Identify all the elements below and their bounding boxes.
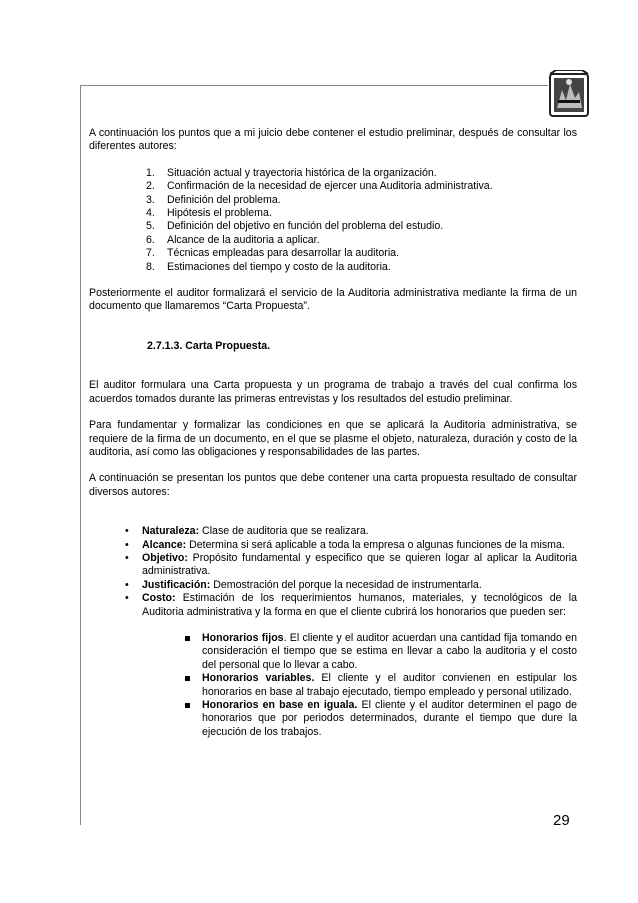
list-item-number: 4. bbox=[146, 207, 155, 220]
list-item-number: 5. bbox=[146, 220, 155, 233]
preliminary-study-list bbox=[89, 167, 577, 274]
list-item-text: Alcance de la auditoria a aplicar. bbox=[167, 233, 320, 246]
list-item-number: 1. bbox=[146, 166, 155, 179]
bullet-item bbox=[89, 579, 577, 592]
list-item-number: 2. bbox=[146, 180, 155, 193]
list-item-number: 6. bbox=[146, 233, 155, 246]
paragraph-puntos: A continuación se presentan los puntos que debe contener una carta propuesta resultado de consultar diversos autores: bbox=[89, 472, 577, 498]
intro-paragraph: A continuación los puntos que a mi juicio debe contener el estudio preliminar, después de consultar los diferentes autores: bbox=[89, 127, 577, 153]
square-bullet-icon bbox=[185, 636, 190, 641]
bullet-item bbox=[89, 592, 577, 619]
fee-item bbox=[89, 699, 577, 739]
bullet-text: Estimación de los requerimientos humanos, materiales, y tecnológicos de la Auditoria administrativa y la forma en que el cliente cubrirá los honorarios que pueden ser: bbox=[142, 592, 577, 618]
paragraph-carta: Posteriormente el auditor formalizará el servicio de la Auditoria administrativa mediante la firma de un documento que llamaremos “Carta Propuesta”. bbox=[89, 287, 577, 313]
bullet-item bbox=[89, 552, 577, 579]
list-item-text: Hipótesis el problema. bbox=[167, 207, 272, 220]
page-frame-left bbox=[80, 85, 81, 825]
list-item-number: 7. bbox=[146, 247, 155, 260]
fee-text: . El cliente y el auditor acuerdan una cantidad fija tomando en consideración el tiempo que se estima en llevar a cabo la auditoria y el costo del personal que lo llevar a cabo. bbox=[202, 631, 577, 671]
list-item bbox=[89, 261, 577, 274]
bullet-label: Costo: bbox=[142, 592, 176, 605]
square-bullet-icon bbox=[185, 703, 190, 708]
bullet-icon: • bbox=[125, 578, 129, 591]
bullet-text: Propósito fundamental y especifico que se quieren logar al aplicar la Auditoria administrativa. bbox=[142, 551, 577, 578]
bullet-label: Naturaleza: bbox=[142, 525, 200, 538]
bullet-text: Demostración del porque la necesidad de instrumentarla. bbox=[210, 578, 482, 591]
paragraph-formula: El auditor formulara una Carta propuesta y un programa de trabajo a través del cual confirma los acuerdos tomados durante las primeras entrevistas y los resultados del estudio preliminar. bbox=[89, 379, 577, 405]
list-item bbox=[89, 247, 577, 260]
fee-item bbox=[89, 672, 577, 699]
bullet-label: Objetivo: bbox=[142, 551, 188, 564]
bullet-icon: • bbox=[125, 538, 129, 551]
list-item bbox=[89, 220, 577, 233]
bullet-item bbox=[89, 539, 577, 552]
list-item bbox=[89, 234, 577, 247]
page-number: 29 bbox=[553, 812, 570, 829]
list-item bbox=[89, 194, 577, 207]
fee-label: Honorarios en base en iguala. bbox=[202, 699, 358, 711]
fee-text: El cliente y el auditor convienen en estipular los honorarios en base al trabajo ejecutado, tiempo empleado y personal utilizado. bbox=[202, 672, 577, 698]
list-item bbox=[89, 167, 577, 180]
list-item bbox=[89, 180, 577, 193]
bullet-icon: • bbox=[125, 525, 129, 538]
section-heading: 2.7.1.3. Carta Propuesta. bbox=[147, 339, 271, 352]
fee-label: Honorarios fijos bbox=[202, 631, 284, 644]
carta-points-list bbox=[89, 525, 577, 619]
fees-list bbox=[89, 632, 577, 739]
institution-seal-icon bbox=[548, 70, 590, 118]
bullet-icon: • bbox=[125, 592, 129, 605]
list-item-number: 3. bbox=[146, 193, 155, 206]
list-item-text: Situación actual y trayectoria histórica de la organización. bbox=[167, 166, 437, 179]
list-item-number: 8. bbox=[146, 260, 155, 273]
fee-label: Honorarios variables. bbox=[202, 672, 315, 685]
bullet-text: Determina si será aplicable a toda la empresa o algunas funciones de la misma. bbox=[186, 538, 565, 551]
list-item-text: Confirmación de la necesidad de ejercer una Auditoria administrativa. bbox=[167, 180, 493, 193]
document-body bbox=[89, 127, 577, 739]
bullet-text: Clase de auditoria que se realizara. bbox=[199, 525, 369, 538]
list-item-text: Definición del problema. bbox=[167, 193, 281, 206]
bullet-label: Justificación: bbox=[142, 578, 211, 591]
fee-item bbox=[89, 632, 577, 672]
list-item-text: Estimaciones del tiempo y costo de la auditoria. bbox=[167, 260, 391, 273]
paragraph-fundamentar: Para fundamentar y formalizar las condiciones en que se aplicará la Auditoria administrativa, se requiere de la firma de un documento, en el que se plasme el objeto, naturaleza, duración y costo de la auditoria, así como las obligaciones y responsabilidades de las partes. bbox=[89, 419, 577, 458]
page-frame-top bbox=[80, 85, 548, 86]
bullet-label: Alcance: bbox=[142, 538, 187, 551]
bullet-icon: • bbox=[125, 551, 129, 564]
list-item-text: Definición del objetivo en función del problema del estudio. bbox=[167, 220, 444, 233]
list-item bbox=[89, 207, 577, 220]
bullet-item bbox=[89, 525, 577, 538]
list-item-text: Técnicas empleadas para desarrollar la auditoria. bbox=[167, 247, 400, 260]
square-bullet-icon bbox=[185, 676, 190, 681]
fee-text: El cliente y el auditor determinen el pago de honorarios que por periodos determinados, durante el tiempo que dure la ejecución de los trabajos. bbox=[202, 699, 577, 738]
